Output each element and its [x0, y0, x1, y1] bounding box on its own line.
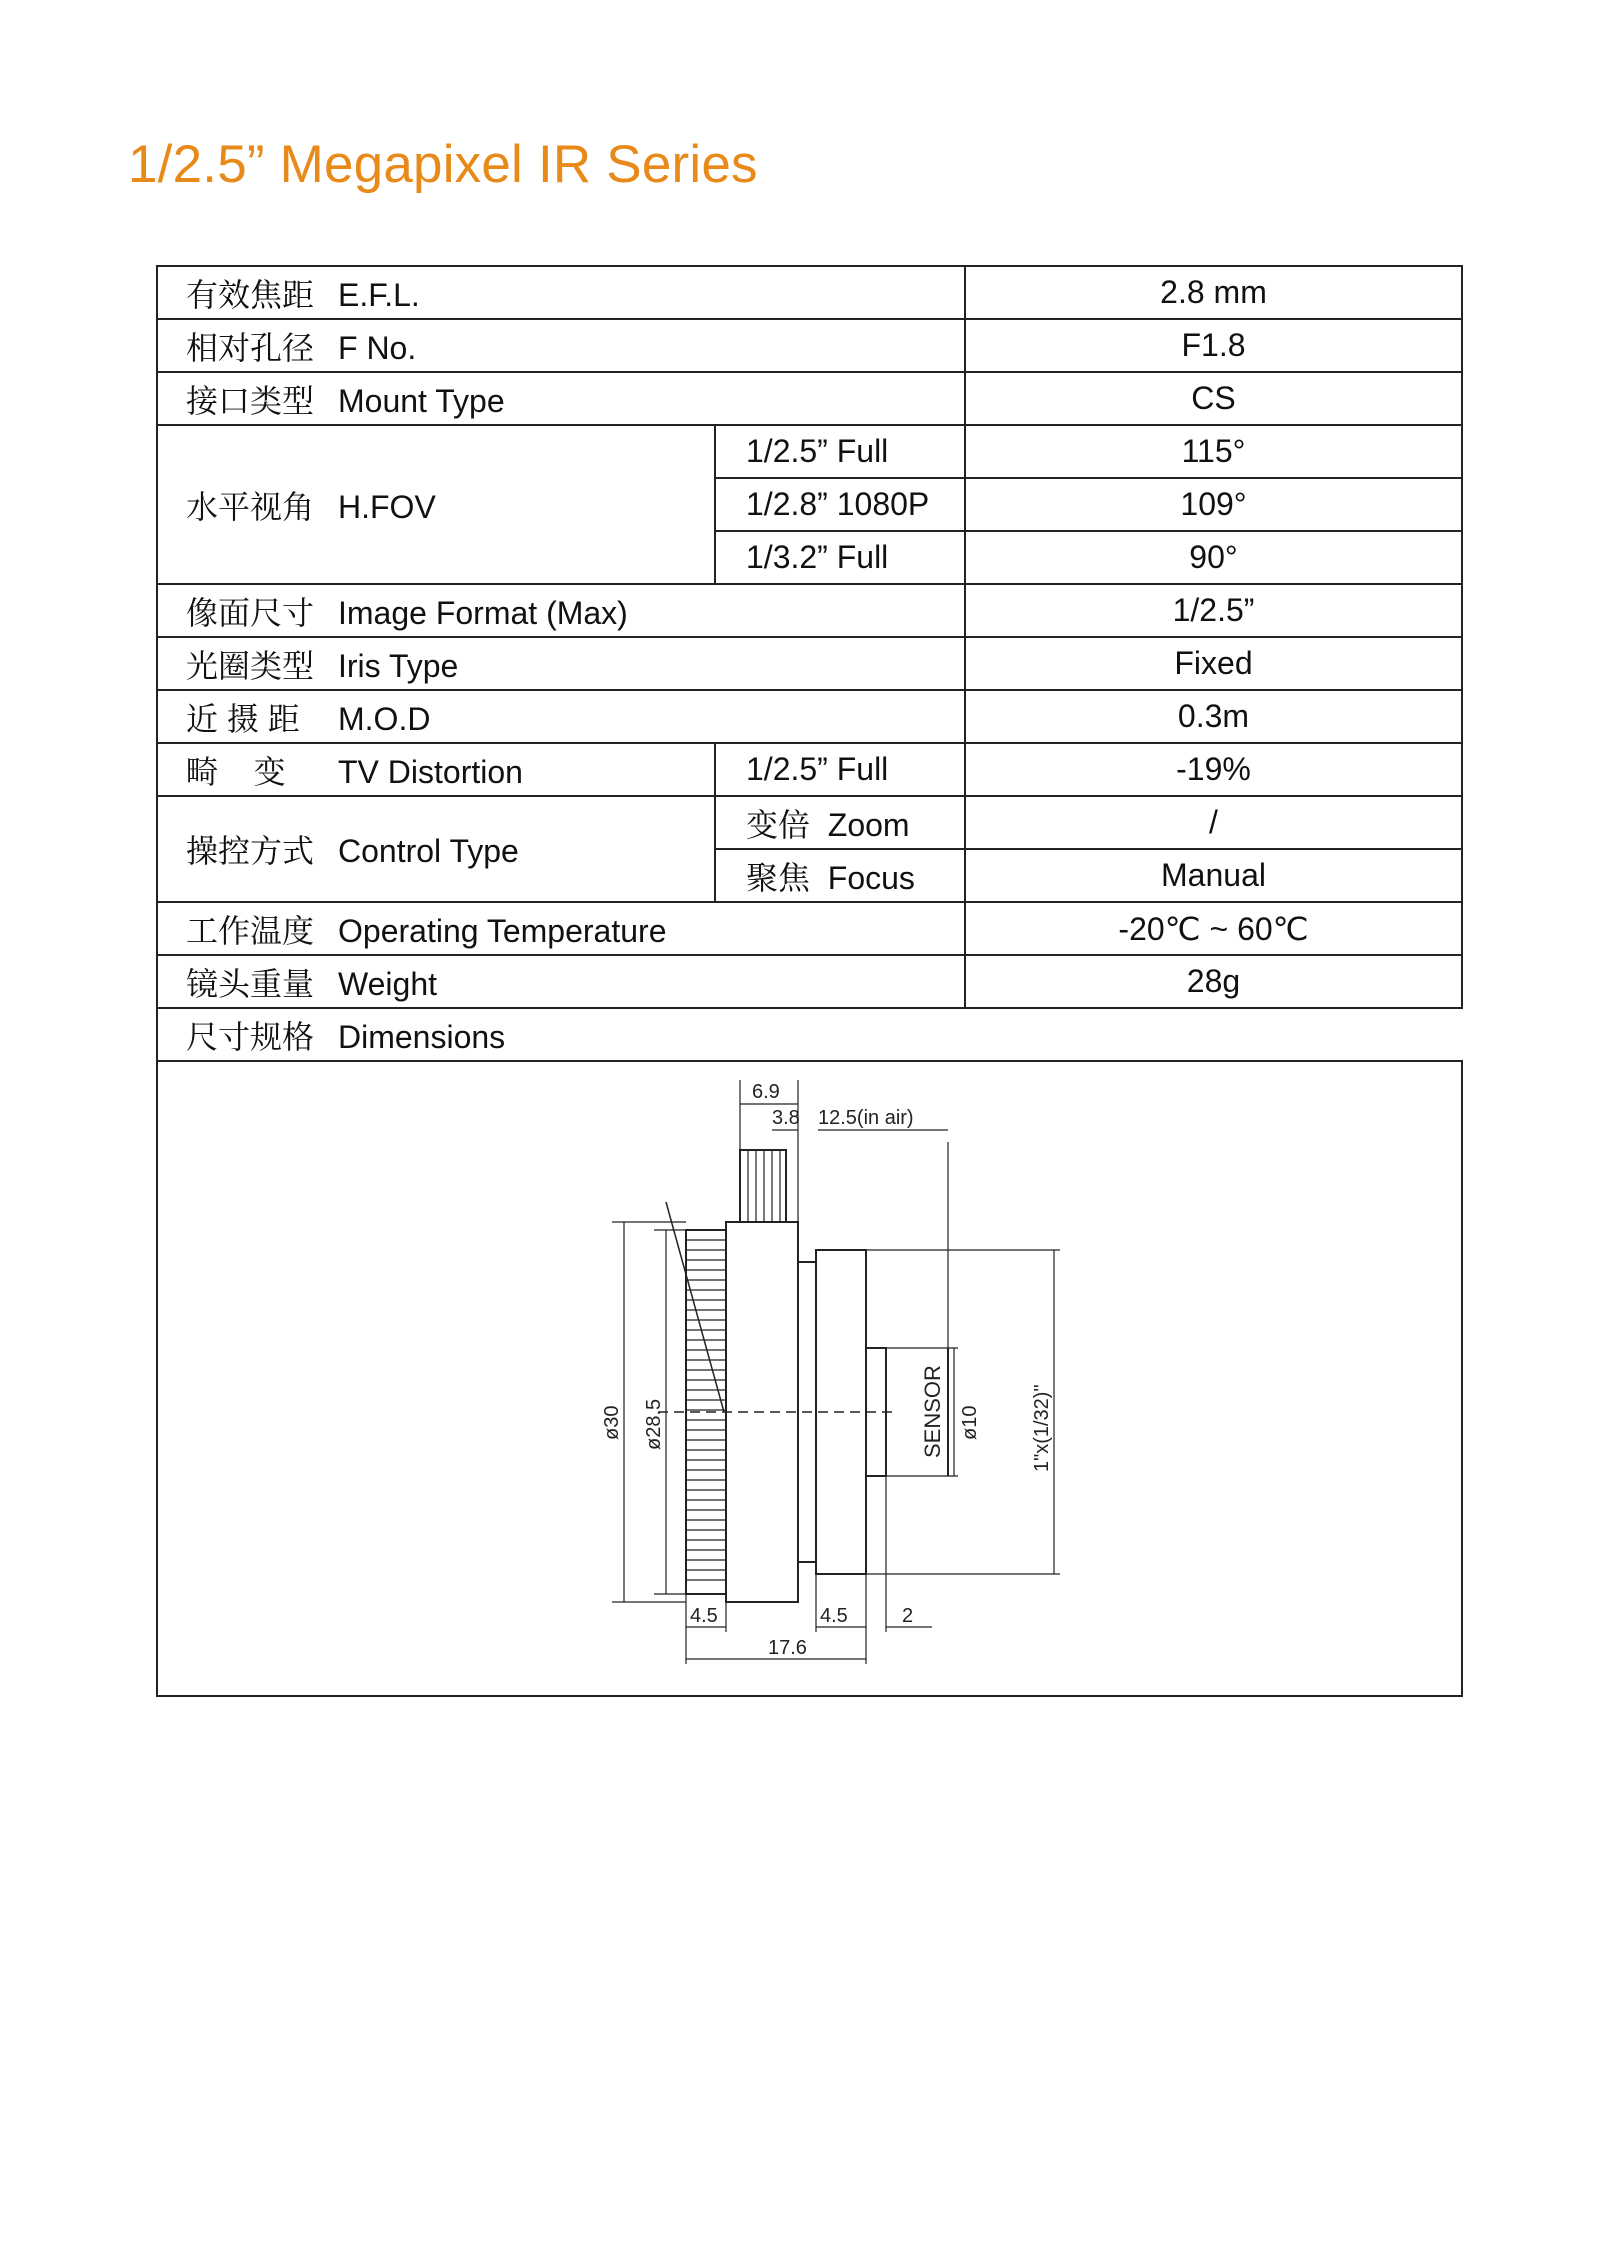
- label-cn: 畸 变: [186, 753, 286, 790]
- value-efl: 2.8 mm: [965, 266, 1462, 319]
- label-en: H.FOV: [338, 488, 436, 525]
- value-hfov: 109°: [965, 478, 1462, 531]
- sub-label: 1/2.5” Full: [715, 425, 965, 478]
- row-dims: [157, 1008, 1462, 1061]
- dim-17-6: 17.6: [768, 1637, 807, 1659]
- label-en: Control Type: [338, 833, 519, 869]
- label-cn: 水平视角: [186, 488, 315, 525]
- row-mod: [157, 690, 1462, 743]
- dim-4-5-b: 4.5: [820, 1605, 848, 1627]
- value-fno: F1.8: [965, 319, 1462, 372]
- value-hfov: 115°: [965, 425, 1462, 478]
- row-format: [157, 584, 1462, 637]
- value-hfov: 90°: [965, 531, 1462, 584]
- row-weight: [157, 955, 1462, 1008]
- row-control-1: [157, 796, 1462, 849]
- spec-table: [156, 265, 1463, 1697]
- page-title: 1/2.5” Megapixel IR Series: [128, 135, 758, 194]
- dim-6-9: 6.9: [752, 1081, 780, 1103]
- label-en: Dimensions: [338, 1018, 506, 1055]
- dim-d28-5: ø28.5: [643, 1398, 665, 1450]
- sub-label: 1/3.2” Full: [715, 531, 965, 584]
- value-zoom: /: [965, 796, 1462, 849]
- dim-d30: ø30: [601, 1405, 623, 1440]
- value-distortion: -19%: [965, 743, 1462, 796]
- dim-d10: ø10: [959, 1405, 981, 1440]
- label-cn: 相对孔径: [186, 329, 315, 366]
- row-iris: [157, 637, 1462, 690]
- lock-screw: [740, 1150, 786, 1222]
- row-hfov-1: [157, 425, 1462, 478]
- value-iris: Fixed: [965, 637, 1462, 690]
- lens-dimension-drawing: [158, 1062, 1461, 1693]
- label-cn: 镜头重量: [186, 965, 315, 1002]
- row-temp: [157, 902, 1462, 955]
- label-en: Image Format (Max): [338, 594, 628, 631]
- label-en: Iris Type: [338, 647, 459, 684]
- dim-2: 2: [902, 1605, 914, 1627]
- label-cn: 操控方式: [186, 833, 315, 869]
- row-efl: [157, 266, 1462, 319]
- label-en: M.O.D: [338, 700, 431, 737]
- label-en: F No.: [338, 329, 417, 366]
- value-weight: 28g: [965, 955, 1462, 1008]
- dim-4-5-a: 4.5: [690, 1605, 718, 1627]
- sensor-label: SENSOR: [920, 1365, 945, 1458]
- dim-12-5: 12.5(in air): [818, 1107, 914, 1129]
- label-cn: 工作温度: [186, 912, 315, 949]
- dim-3-8: 3.8: [772, 1107, 800, 1129]
- value-focus: Manual: [965, 849, 1462, 902]
- value-mount: CS: [965, 372, 1462, 425]
- label-en: E.F.L.: [338, 276, 420, 313]
- label-cn: 尺寸规格: [186, 1018, 315, 1055]
- label-cn: 像面尺寸: [186, 594, 315, 631]
- label-cn: 有效焦距: [186, 276, 315, 313]
- value-format: 1/2.5”: [965, 584, 1462, 637]
- row-distortion: [157, 743, 1462, 796]
- value-temp: -20℃ ~ 60℃: [965, 902, 1462, 955]
- label-cn: 光圈类型: [186, 647, 315, 684]
- dimension-drawing-cell: [157, 1061, 1462, 1696]
- label-en: TV Distortion: [338, 753, 523, 790]
- value-mod: 0.3m: [965, 690, 1462, 743]
- label-cn: 近 摄 距: [186, 700, 300, 737]
- row-mount: [157, 372, 1462, 425]
- sub-label: 1/2.8” 1080P: [715, 478, 965, 531]
- row-drawing: [157, 1061, 1462, 1696]
- label-en: Operating Temperature: [338, 912, 667, 949]
- row-fno: [157, 319, 1462, 372]
- sub-label: 变倍 Zoom: [715, 796, 965, 849]
- label-en: Weight: [338, 965, 438, 1002]
- sub-label: 1/2.5” Full: [715, 743, 965, 796]
- label-en: Mount Type: [338, 382, 505, 419]
- sub-label: 聚焦 Focus: [715, 849, 965, 902]
- dim-thread: 1"x(1/32)": [1031, 1384, 1053, 1472]
- label-cn: 接口类型: [186, 382, 315, 419]
